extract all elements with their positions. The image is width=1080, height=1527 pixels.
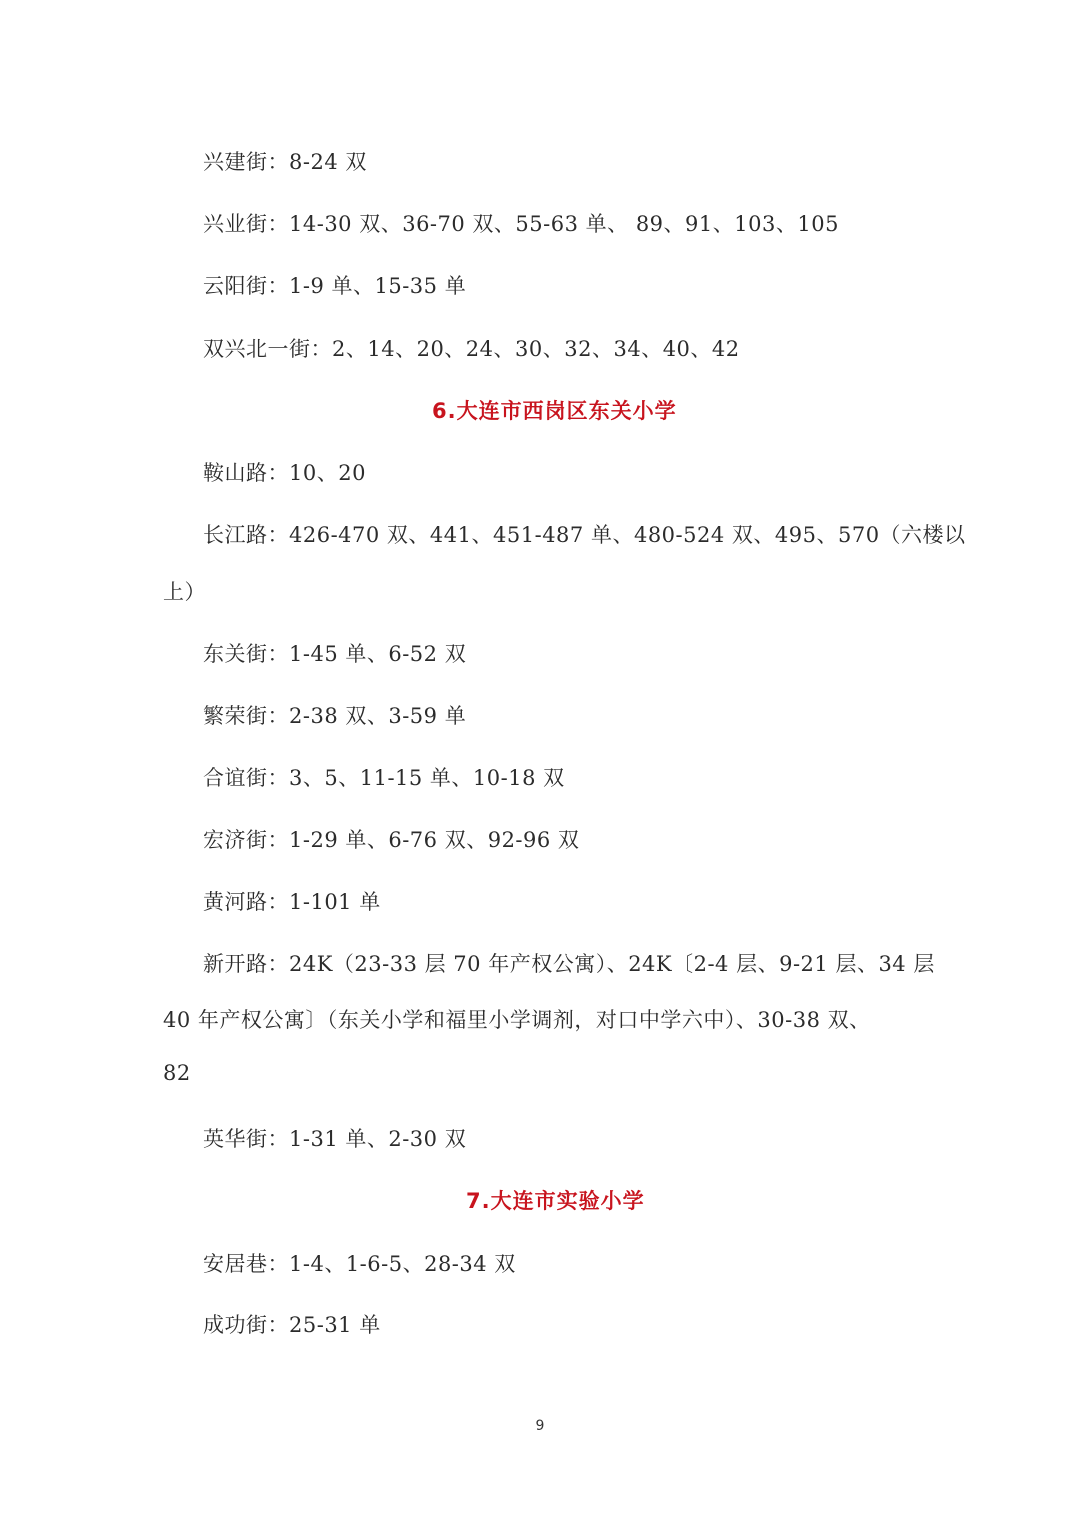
address-line-changjiang: 长江路：426-470 双、441、451-487 单、480-524 双、495、570（六楼以	[203, 523, 966, 547]
address-line-huanghe: 黄河路：1-101 单	[203, 890, 381, 914]
address-line-yinghua: 英华街：1-31 单、2-30 双	[203, 1127, 467, 1151]
section-heading-dongguan: 6.大连市西岗区东关小学	[432, 399, 677, 423]
address-line-chenggong: 成功街：25-31 单	[203, 1313, 381, 1337]
address-line-dongguan: 东关街：1-45 单、6-52 双	[203, 642, 467, 666]
page-number: 9	[535, 1418, 545, 1434]
address-line-xinkai-cont: 40 年产权公寓〕（东关小学和福里小学调剂，对口中学六中）、30-38 双、	[163, 1008, 871, 1032]
address-line-hongji: 宏济街：1-29 单、6-76 双、92-96 双	[203, 828, 580, 852]
address-line-heyi: 合谊街：3、5、11-15 单、10-18 双	[203, 766, 565, 790]
address-line-xingye: 兴业街：14-30 双、36-70 双、55-63 单、 89、91、103、105	[203, 212, 839, 236]
address-line-xingjian: 兴建街：8-24 双	[203, 150, 367, 174]
address-line-xinkai-cont2: 82	[163, 1061, 191, 1085]
address-line-yunyang: 云阳街：1-9 单、15-35 单	[203, 274, 467, 298]
address-line-shuangxing: 双兴北一街：2、14、20、24、30、32、34、40、42	[203, 337, 740, 361]
section-heading-shiyan: 7.大连市实验小学	[466, 1189, 645, 1213]
address-line-xinkai: 新开路：24K（23-33 层 70 年产权公寓）、24K〔2-4 层、9-21 层、34 层	[203, 952, 935, 976]
address-line-fanrong: 繁荣街：2-38 双、3-59 单	[203, 704, 467, 728]
address-line-anshan: 鞍山路：10、20	[203, 461, 366, 485]
address-line-anju: 安居巷：1-4、1-6-5、28-34 双	[203, 1252, 516, 1276]
address-line-changjiang-cont: 上）	[163, 580, 206, 604]
